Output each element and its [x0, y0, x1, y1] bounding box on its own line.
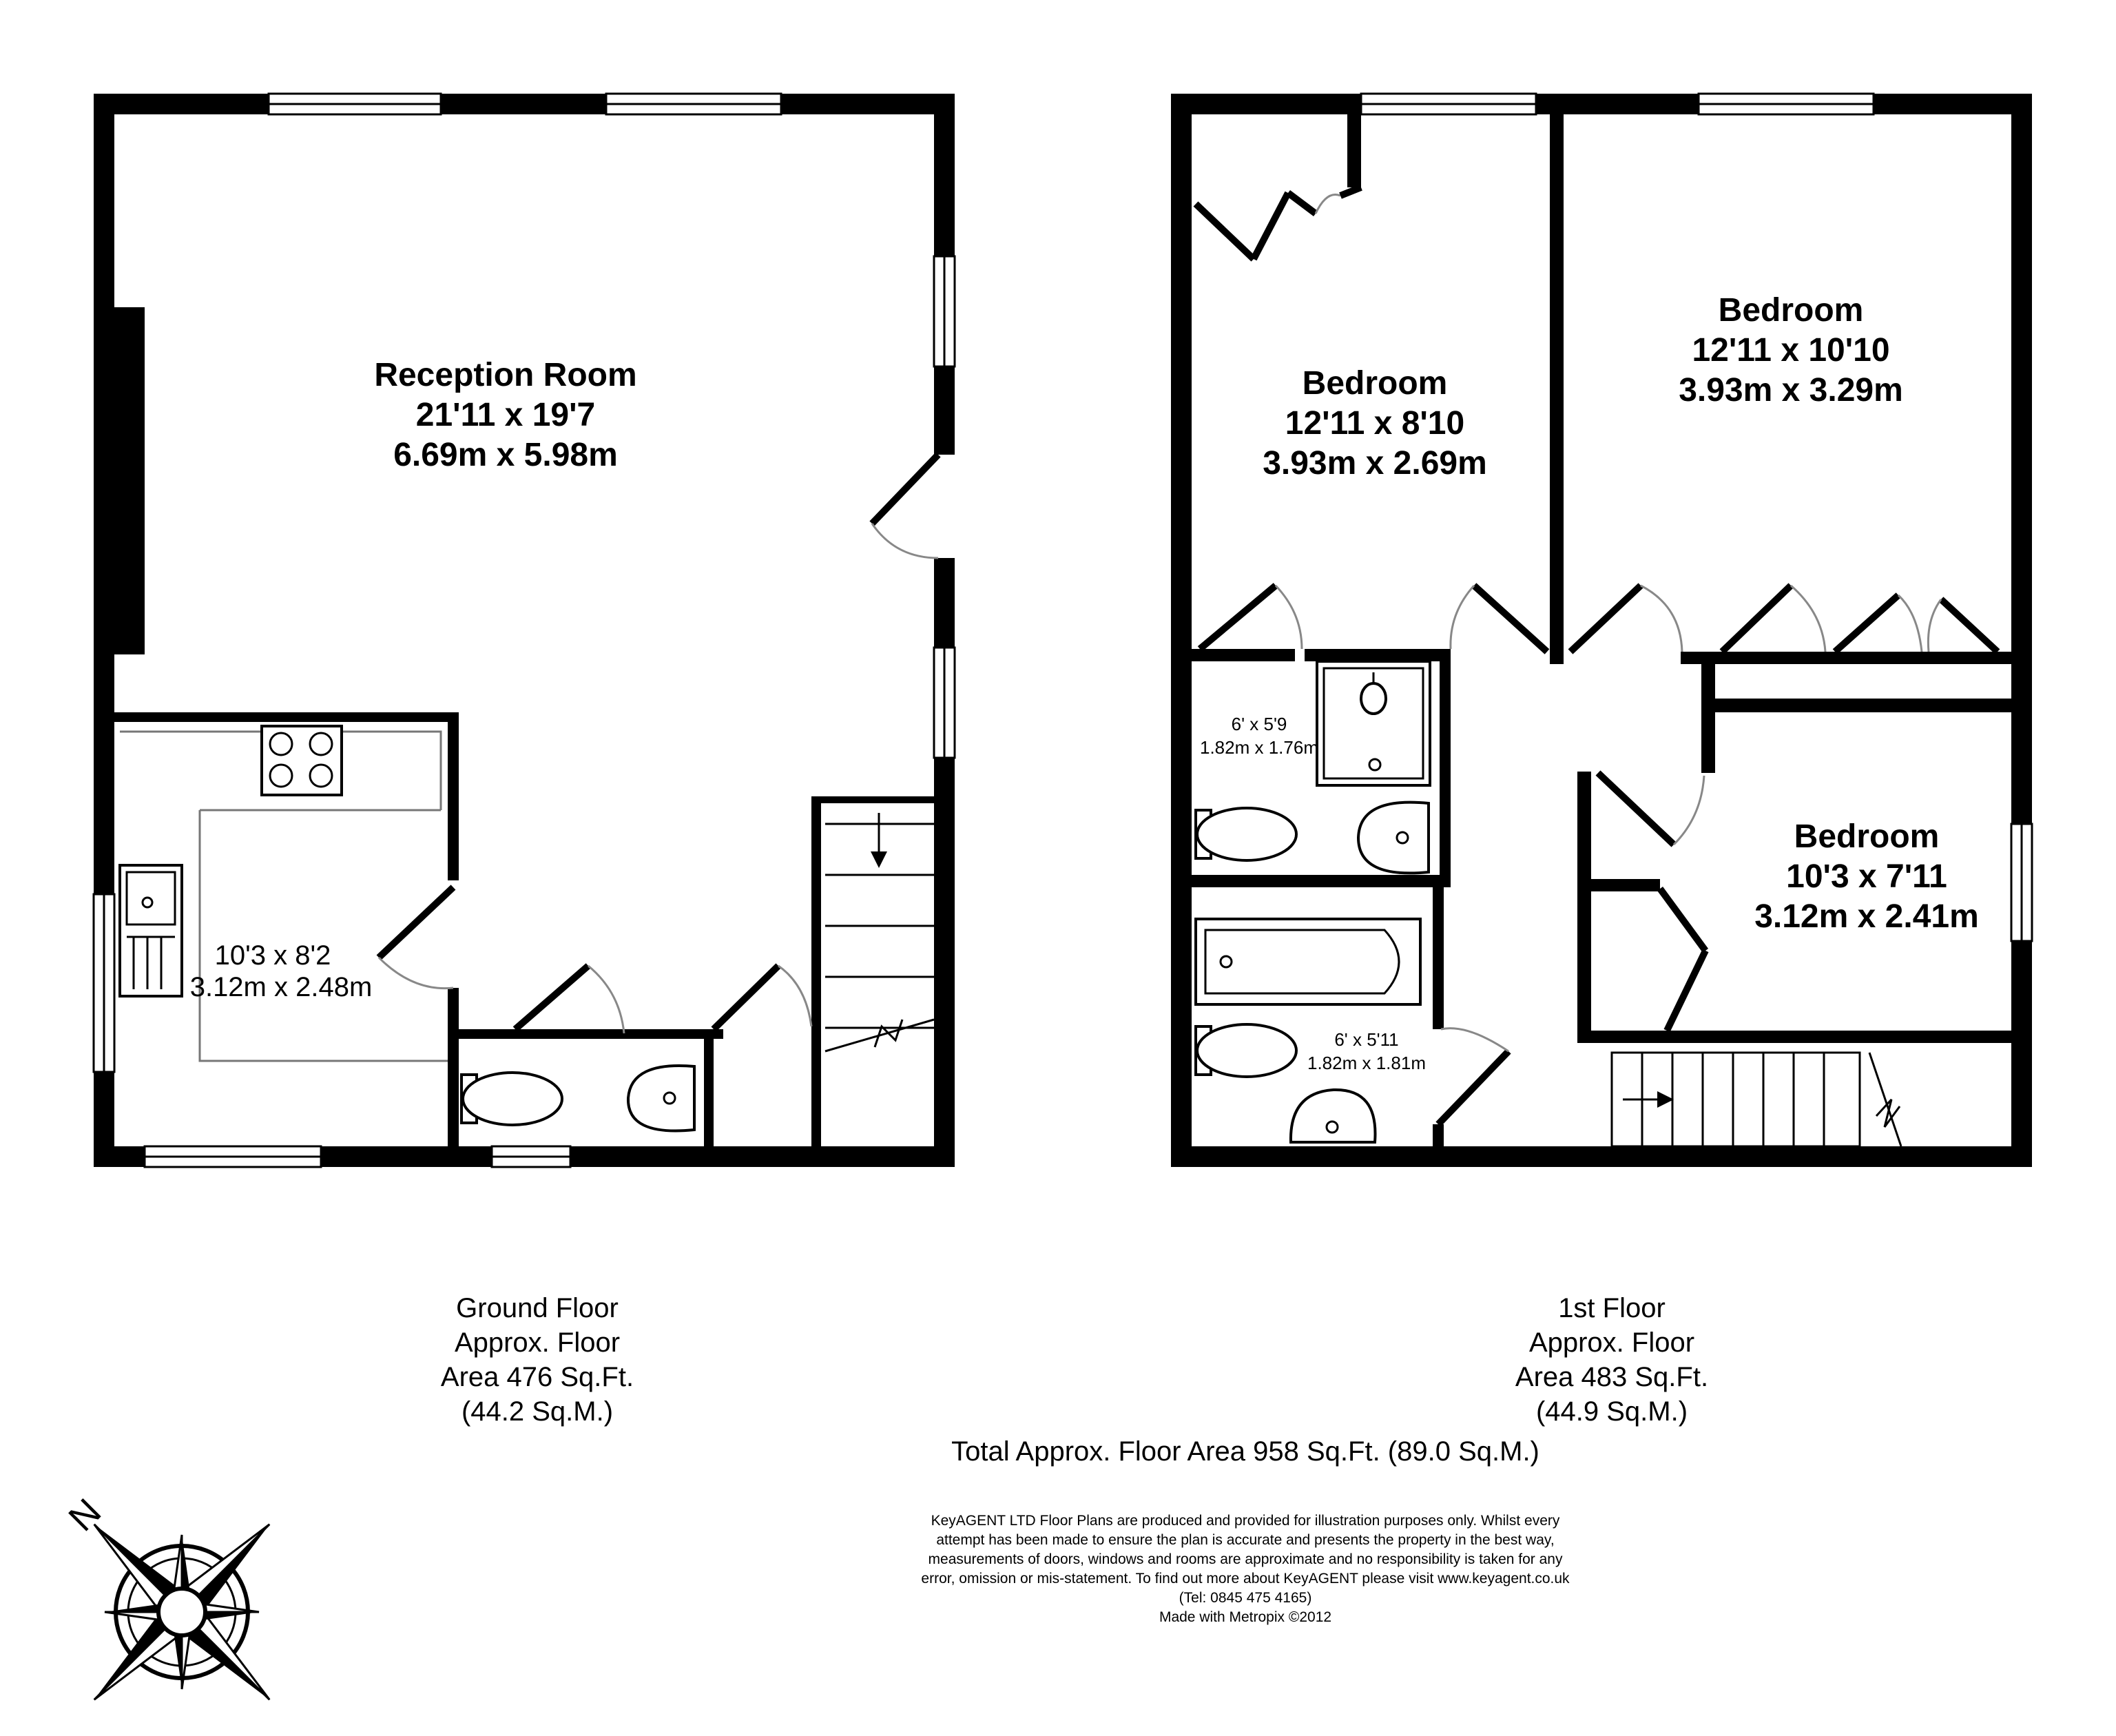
- ff-wardrobe-wall: [1347, 114, 1361, 187]
- ff-bed1-bottom-wall-b: [1305, 649, 1451, 661]
- ff-bed3-wall-bottom: [1577, 1031, 2018, 1043]
- gf-staircase: [825, 813, 934, 1051]
- ff-bed3-wall-left: [1577, 772, 1591, 1042]
- ff-bath-basin-icon: [1291, 1090, 1376, 1142]
- ff-area-line-4: (44.9 Sq.M.): [1535, 1396, 1688, 1427]
- reception-room-label: [374, 357, 636, 473]
- disclaimer-line-6: Made with Metropix ©2012: [1159, 1609, 1332, 1625]
- gf-area-line-1: Ground Floor: [456, 1293, 619, 1323]
- bedroom-small-imperial: 10'3 x 7'11: [1786, 858, 1947, 895]
- ff-bed2-wardrobe-doors: [1722, 586, 1998, 652]
- ff-bed3-door: [1598, 773, 1704, 845]
- ff-wall-bottom: [1171, 1146, 2032, 1167]
- shower-room-imperial: 6' x 5'9: [1231, 714, 1287, 734]
- gf-wc-wall-right: [704, 1029, 714, 1156]
- gf-area-line-3: Area 476 Sq.Ft.: [440, 1362, 634, 1392]
- gf-toilet-icon: [461, 1073, 562, 1125]
- ff-window-right: [2011, 824, 2032, 941]
- ff-shower-basin-icon: [1358, 803, 1429, 874]
- ff-bedroom-divider: [1550, 114, 1564, 664]
- ff-area-line-1: 1st Floor: [1558, 1293, 1666, 1323]
- bedroom-right-imperial: 12'11 x 10'10: [1692, 332, 1890, 369]
- gf-stair-wall-left: [811, 796, 821, 1156]
- bedroom-right-label: [1679, 292, 1903, 409]
- first-floor-area: [1515, 1293, 1708, 1427]
- kitchen-metric: 3.12m x 2.48m: [189, 972, 373, 1002]
- reception-room-name: Reception Room: [374, 357, 637, 393]
- ff-shower-wall-bottom: [1192, 875, 1451, 887]
- bedroom-left-name: Bedroom: [1302, 365, 1448, 402]
- kitchen-imperial: 10'3 x 8'2: [214, 940, 331, 971]
- ff-bed1-door-2: [1451, 586, 1547, 652]
- bedroom-small-metric: 3.12m x 2.41m: [1754, 898, 1979, 935]
- bathroom-label: [1307, 1029, 1426, 1073]
- ff-bed1-bottom-wall-a: [1192, 649, 1295, 661]
- disclaimer-line-1: KeyAGENT LTD Floor Plans are produced and provided for illustration purposes only. Whilst every: [931, 1513, 1560, 1529]
- compass-rose-icon: [6, 1436, 357, 1736]
- gf-window-right-lower: [934, 648, 955, 758]
- ff-area-line-2: Approx. Floor: [1528, 1327, 1695, 1358]
- disclaimer: [921, 1513, 1570, 1625]
- gf-kitchen-wall-top: [114, 712, 459, 722]
- ff-shower-toilet-icon: [1196, 808, 1296, 860]
- bedroom-left-label: [1263, 365, 1487, 482]
- gf-area-line-4: (44.2 Sq.M.): [461, 1396, 614, 1427]
- gf-window-left-kitchen: [94, 894, 114, 1072]
- ff-shower-tray-icon: [1317, 661, 1430, 785]
- bedroom-right-metric: 3.93m x 3.29m: [1679, 372, 1903, 409]
- gf-wall-top: [94, 94, 955, 114]
- ff-bath-wall-right: [1433, 875, 1444, 1029]
- ff-cupboard-door: [1660, 889, 1705, 1031]
- ff-bath-toilet-icon: [1196, 1024, 1296, 1077]
- total-area: Total Approx. Floor Area 958 Sq.Ft. (89.0 Sq.M.): [951, 1436, 1539, 1467]
- disclaimer-line-2: attempt has been made to ensure the plan is accurate and presents the property in the best way,: [936, 1532, 1555, 1548]
- gf-window-bottom-wc: [492, 1146, 570, 1167]
- compass-north-label: N: [61, 1491, 110, 1540]
- bedroom-left-metric: 3.93m x 2.69m: [1263, 445, 1487, 482]
- ff-bath-door: [1438, 1029, 1508, 1124]
- gf-cupboard-door: [714, 966, 811, 1029]
- ff-window-top-left: [1361, 94, 1536, 114]
- gf-kitchen-wall-right-upper: [448, 712, 459, 880]
- disclaimer-line-5: (Tel: 0845 475 4165): [1179, 1590, 1312, 1606]
- ff-shower-wall-right: [1440, 649, 1451, 875]
- reception-room-imperial: 21'11 x 19'7: [415, 397, 596, 433]
- bedroom-left-imperial: 12'11 x 8'10: [1285, 405, 1465, 442]
- gf-wc-door: [515, 966, 624, 1033]
- bathroom-metric: 1.82m x 1.81m: [1307, 1053, 1426, 1073]
- gf-window-top-right: [606, 94, 781, 114]
- ff-area-line-3: Area 483 Sq.Ft.: [1515, 1362, 1709, 1392]
- ff-bath-wall-right-lower: [1433, 1124, 1444, 1156]
- reception-room-metric: 6.69m x 5.98m: [393, 437, 618, 473]
- ff-bed1-door: [1200, 586, 1302, 649]
- bedroom-small-name: Bedroom: [1794, 818, 1940, 855]
- ff-bed3-top-wall: [1701, 699, 2011, 712]
- gf-window-bottom-kitchen: [145, 1146, 321, 1167]
- gf-sink-icon: [120, 865, 182, 996]
- ff-wall-right: [2011, 94, 2032, 1167]
- bedroom-right-name: Bedroom: [1718, 292, 1864, 329]
- shower-room-metric: 1.82m x 1.76m: [1200, 737, 1318, 758]
- bedroom-small-label: [1754, 818, 1979, 935]
- gf-hob-icon: [262, 726, 342, 795]
- ff-bed2-bottom-wall-b: [1681, 652, 2011, 664]
- gf-front-door: [872, 455, 959, 558]
- ff-staircase: [1612, 1053, 1901, 1146]
- gf-area-line-2: Approx. Floor: [454, 1327, 621, 1358]
- disclaimer-line-3: measurements of doors, windows and rooms are approximate and no responsibility is taken for any: [928, 1551, 1563, 1567]
- disclaimer-line-4: error, omission or mis-statement. To find out more about KeyAGENT please visit www.keyagent.co.uk: [921, 1571, 1570, 1587]
- gf-kitchen-door: [379, 887, 453, 989]
- ff-wall-top: [1171, 94, 2032, 114]
- gf-wc-wall-top: [448, 1029, 723, 1039]
- gf-kitchen-wall-right-lower: [448, 988, 459, 1156]
- first-floor-plan: [1171, 94, 2032, 1167]
- ground-floor-area: [441, 1293, 634, 1427]
- ff-bed2-bottom-wall-a: [1550, 652, 1561, 664]
- kitchen-label: [190, 940, 373, 1002]
- gf-stair-wall-top: [811, 796, 942, 803]
- gf-basin-icon: [628, 1066, 694, 1131]
- ff-wall-left: [1171, 94, 1192, 1167]
- gf-chimney-breast: [114, 307, 145, 654]
- gf-stair-arrowhead: [871, 851, 887, 868]
- ff-window-top-right: [1699, 94, 1874, 114]
- ff-wardrobe-doors: [1196, 187, 1361, 259]
- bathroom-imperial: 6' x 5'11: [1334, 1029, 1399, 1050]
- shower-room-label: [1200, 714, 1318, 758]
- ff-bed2-door: [1570, 586, 1682, 652]
- gf-window-top-left: [269, 94, 441, 114]
- gf-wall-right: [934, 94, 955, 1167]
- ground-floor-plan: [94, 94, 959, 1167]
- ff-cupboard-wall: [1577, 879, 1660, 891]
- gf-window-right-upper: [934, 256, 955, 366]
- ff-bath-icon: [1196, 919, 1420, 1004]
- ff-stair-arrowhead: [1657, 1091, 1674, 1108]
